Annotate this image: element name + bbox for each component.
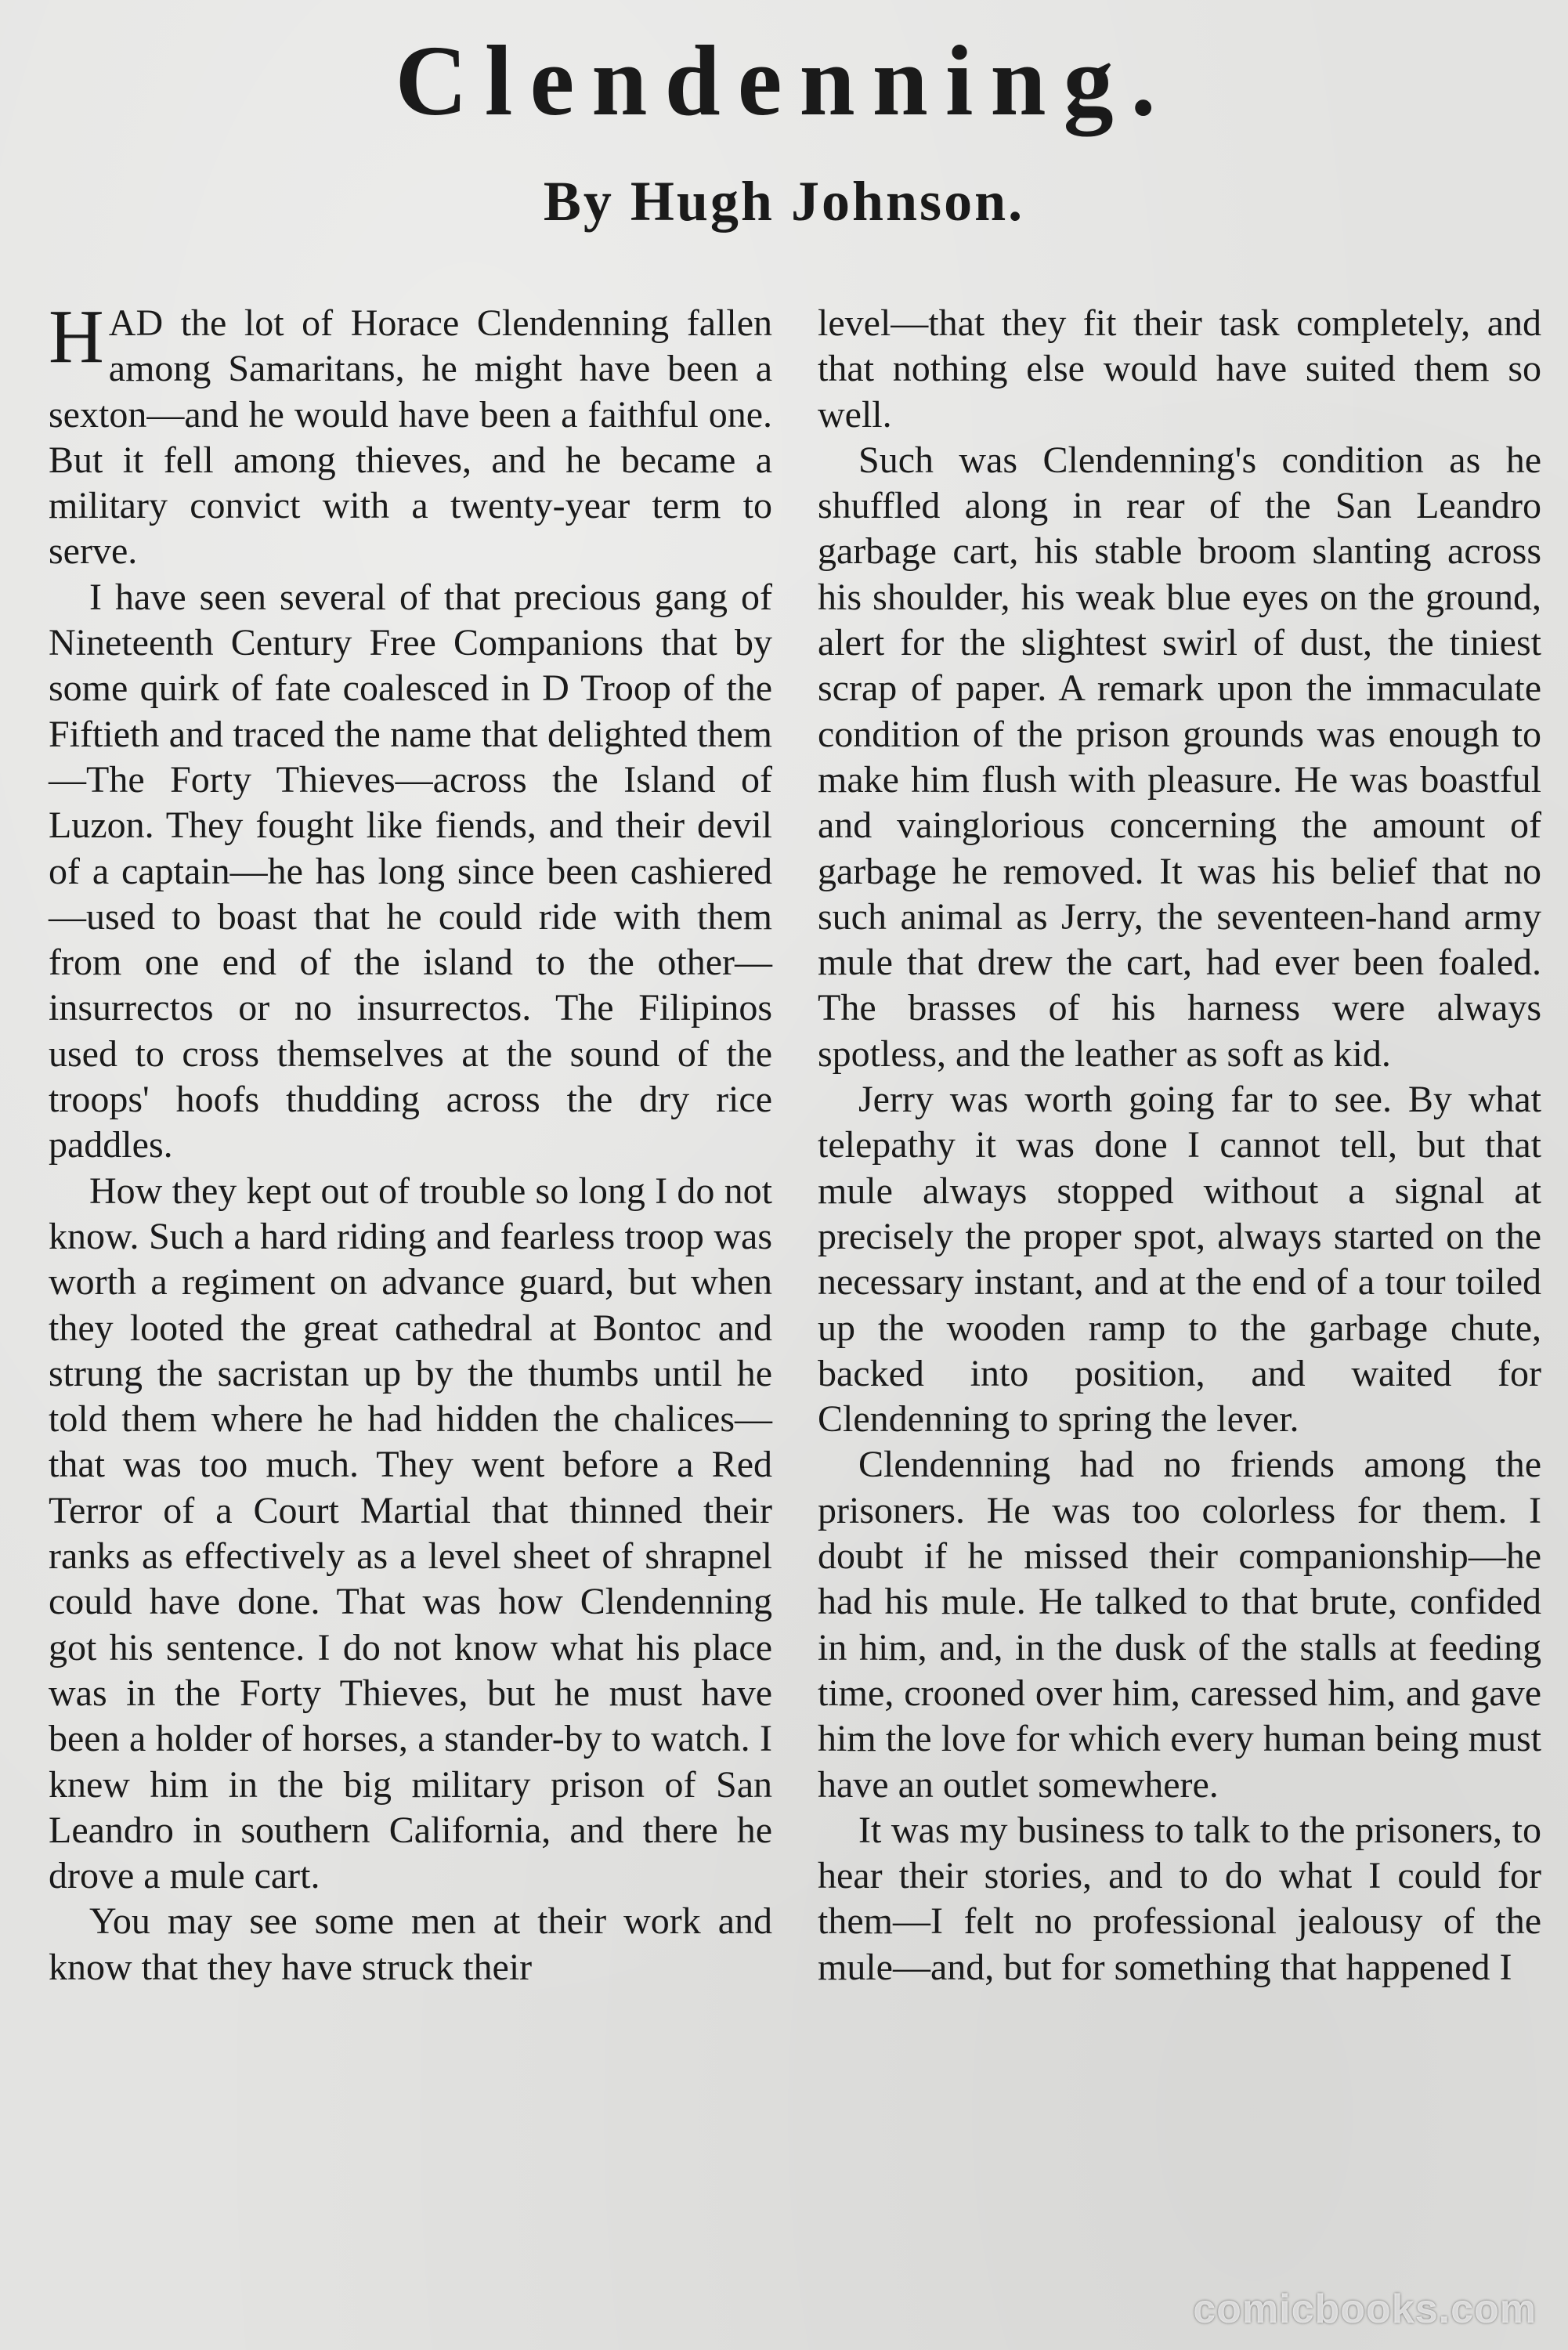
watermark-logo: comicbooks.com bbox=[1193, 2287, 1537, 2332]
article-byline: By Hugh Johnson. bbox=[543, 170, 1025, 233]
paragraph: You may see some men at their work and know that they have struck their bbox=[49, 1900, 772, 1988]
right-column bbox=[818, 301, 1541, 1990]
opening-caps: AD bbox=[108, 302, 164, 344]
article-title: Clendenning. bbox=[395, 25, 1173, 136]
paragraph: How they kept out of trouble so long I do not know. Such a hard riding and fearless troop was worth a regiment on advance guard, but when they looted the great cathedral at Bontoc and strung the sacristan up by the thumbs until he told them where he had hidden the chalices—that was too much. They went before a Red Terror of a Court Martial that thinned their ranks as effectively as a level sheet of shrapnel could have done. That was how Clendenning got his sentence. I do not know what his place was in the Forty Thieves, but he must have been a holder of horses, a stander-by to watch. I knew him in the big military prison of San Leandro in southern California, and there he drove a mule cart. bbox=[49, 1170, 772, 1897]
paragraph: Jerry was worth going far to see. By what telepathy it was done I cannot tell, but that mule always stopped without a signal at precisely the proper spot, always started on the necessary instant, and at the end of a tour toiled up the wooden ramp to the garbage chute, backed into position, and waited for Clendenning to spring the lever. bbox=[818, 1079, 1541, 1441]
paragraph bbox=[49, 295, 772, 575]
paragraph: Such was Clendenning's condition as he shuffled along in rear of the San Leandro garbage cart, his stable broom slanting across his shoulder, his weak blue eyes on the ground, alert for the slightest swirl of dust, the tiniest scrap of paper. A remark upon the immaculate condition of the prison grounds was enough to make him flush with pleasure. He was boastful and vainglorious concerning the amount of garbage he removed. It was his belief that no such animal as Jerry, the seventeen-hand army mule that drew the cart, had ever been foaled. The brasses of his harness were always spotless, and the leather as soft as kid. bbox=[818, 439, 1541, 1075]
paragraph: Clendenning had no friends among the prisoners. He was too colorless for them. I doubt if he missed their companionship—he had his mule. He talked to that brute, confided in him, and, in the dusk of the stalls at feeding time, crooned over him, caressed him, and gave him the love for which every human being must have an outlet somewhere. bbox=[818, 1444, 1541, 1806]
left-column bbox=[49, 295, 772, 1990]
paragraph-text: the lot of Horace Clendenning fallen among Samaritans, he might have been a sexton—and he would have been a faithful one. But it fell among thieves, and he became a military convict with a twenty-year term to serve. bbox=[49, 302, 772, 573]
paragraph: I have seen several of that precious gang of Nineteenth Century Free Companions that by some quirk of fate coalesced in D Troop of the Fiftieth and traced the name that delighted them—The Forty Thieves—across the Island of Luzon. They fought like fiends, and their devil of a captain—he has long since been cashiered—used to boast that he could ride with them from one end of the island to the other—insurrectos or no insurrectos. The Filipinos used to cross themselves at the sound of the troops' hoofs thudding across the dry rice paddles. bbox=[49, 576, 772, 1166]
paragraph: level—that they fit their task completely, and that nothing else would have suited them so well. bbox=[818, 302, 1541, 436]
drop-cap: H bbox=[49, 295, 104, 379]
paragraph: It was my business to talk to the prisoners, to hear their stories, and to do what I could for them—I felt no professional jealousy of the mule—and, but for something that happened I bbox=[818, 1809, 1541, 1988]
